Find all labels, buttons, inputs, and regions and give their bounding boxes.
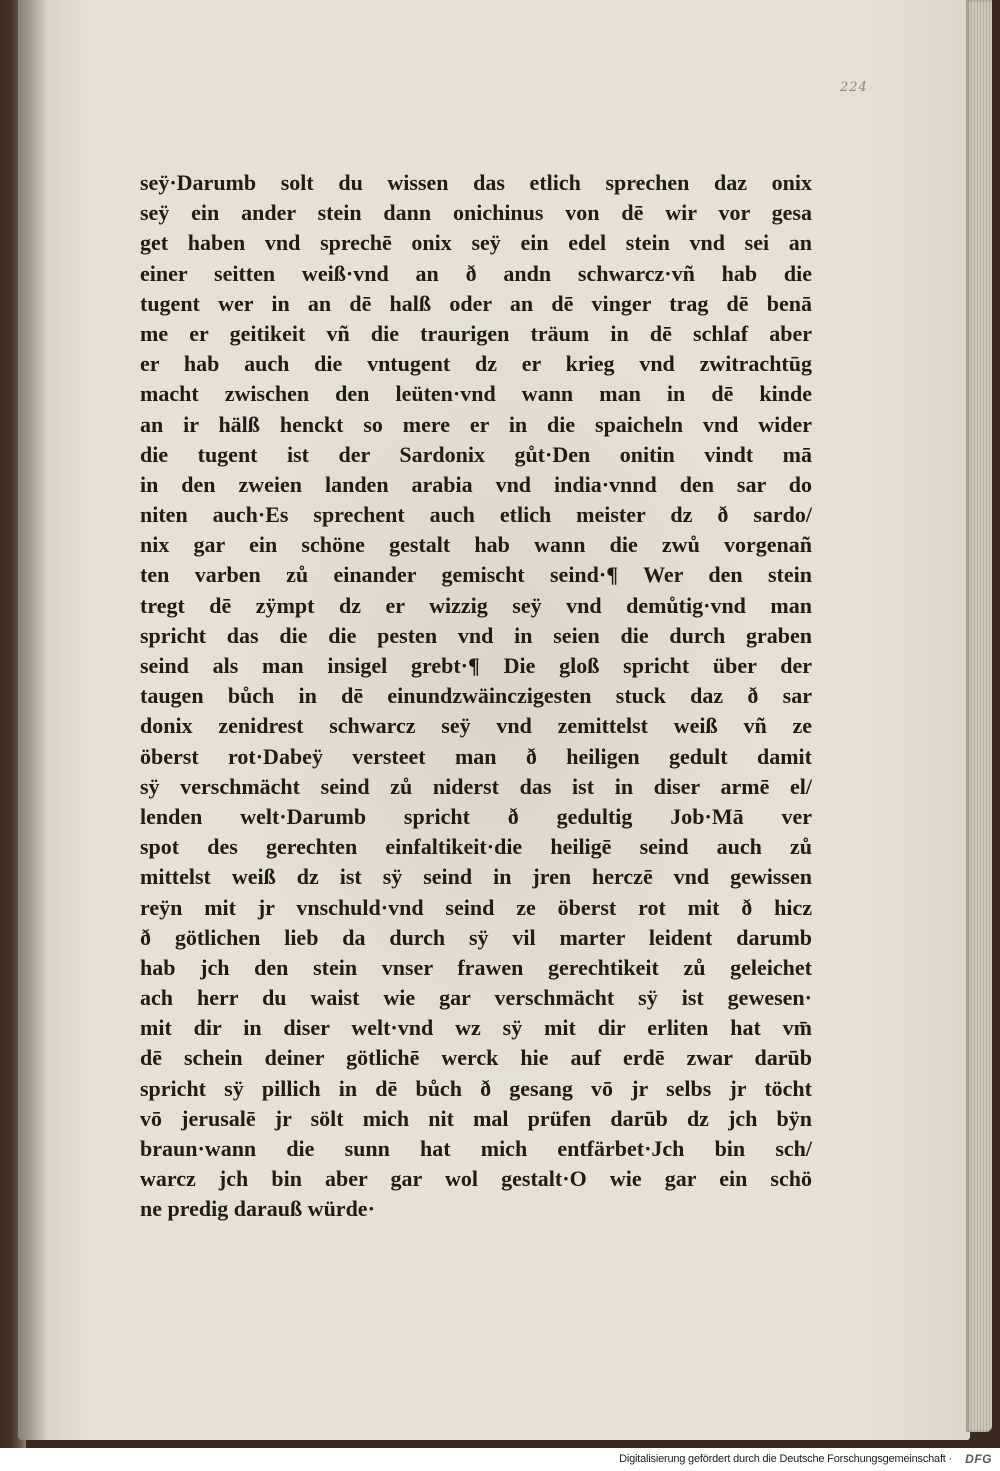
text-line: er hab auch die vntugent dz er krieg vnd zwitrachtūg — [140, 351, 812, 377]
text-line: tugent wer in an dē halß oder an dē vinger trag dē benā — [140, 290, 812, 316]
text-line: einer seitten weiß·vnd an ð andn schwarcz·vñ hab die — [140, 260, 812, 286]
text-line: spricht das die die pesten vnd in seien die durch graben — [140, 622, 812, 648]
text-line: seind als man insigel grebt·¶ Die gloß spricht über der — [140, 653, 812, 678]
stacked-page-edges — [966, 0, 992, 1432]
text-line: me er geitikeit vñ die traurigen träum in dē schlaf aber — [140, 320, 812, 346]
text-line: warcz jch bin aber gar wol gestalt·O wie gar ein schö — [140, 1166, 812, 1192]
text-line: in den zweien landen arabia vnd india·vnnd den sar do — [140, 471, 812, 497]
text-line: get haben vnd sprechē onix seÿ ein edel stein vnd sei an — [140, 230, 812, 256]
text-line: ð götlichen lieb da durch sÿ vil marter leident darumb — [140, 924, 812, 950]
footer-credit: Digitalisierung gefördert durch die Deutsche Forschungsgemeinschaft · — [619, 1453, 952, 1465]
book-page — [18, 0, 970, 1440]
folio-mark: 224 — [840, 80, 868, 95]
text-line: ach herr du waist wie gar verschmächt sÿ ist gewesen· — [140, 985, 812, 1011]
text-line: niten auch·Es sprechent auch etlich meister dz ð sardo/ — [140, 502, 812, 528]
text-line: seÿ·Darumb solt du wissen das etlich sprechen daz onix — [140, 170, 812, 195]
text-line: dē schein deiner götlichē werck hie auf erdē zwar darūb — [140, 1045, 812, 1071]
text-line: ten varben zů einander gemischt seind·¶ Wer den stein — [140, 562, 812, 588]
text-line: an ir hälß henckt so mere er in die spaicheln vnd wider — [140, 411, 812, 437]
text-line: nix gar ein schöne gestalt hab wann die zwů vorgenañ — [140, 532, 812, 558]
text-line: mittelst weiß dz ist sÿ seind in jren herczē vnd gewissen — [140, 864, 812, 890]
text-line: donix zenidrest schwarcz seÿ vnd zemittelst weiß vñ ze — [140, 713, 812, 739]
text-line: reÿn mit jr vnschuld·vnd seind ze öberst rot mit ð hicz — [140, 894, 812, 920]
gutter-shadow — [18, 0, 48, 1440]
text-line: lenden welt·Darumb spricht ð gedultig Job·Mā ver — [140, 803, 812, 829]
text-line: taugen bůch in dē einundzwäinczigesten stuck daz ð sar — [140, 683, 812, 709]
text-block — [140, 168, 812, 1230]
text-line: sÿ verschmächt seind zů niderst das ist in diser armē el/ — [140, 773, 812, 799]
text-line: spricht sÿ pillich in dē bůch ð gesang vō jr selbs jr töcht — [140, 1075, 812, 1101]
text-line: macht zwischen den leüten·vnd wann man in dē kinde — [140, 381, 812, 407]
text-line: mit dir in diser welt·vnd wz sÿ mit dir erliten hat vm̄ — [140, 1015, 812, 1041]
text-line: tregt dē zÿmpt dz er wizzig seÿ vnd demůtig·vnd man — [140, 592, 812, 618]
text-line: öberst rot·Dabeÿ versteet man ð heiligen gedult damit — [140, 743, 812, 769]
text-line: ne predig darauß würde· — [140, 1196, 375, 1222]
text-line: die tugent ist der Sardonix gůt·Den onitin vindt mā — [140, 441, 812, 467]
text-line: braun·wann die sunn hat mich entfärbet·Jch bin sch/ — [140, 1136, 812, 1161]
text-line: spot des gerechten einfaltikeit·die heiligē seind auch zů — [140, 834, 812, 860]
text-line: hab jch den stein vnser frawen gerechtikeit zů geleichet — [140, 954, 812, 980]
text-line: vō jerusalē jr sölt mich nit mal prüfen darūb dz jch bÿn — [140, 1105, 812, 1131]
footer-bar — [0, 1448, 1000, 1471]
dfg-logo: DFG — [965, 1452, 992, 1466]
text-line: seÿ ein ander stein dann onichinus von dē wir vor gesa — [140, 200, 812, 226]
